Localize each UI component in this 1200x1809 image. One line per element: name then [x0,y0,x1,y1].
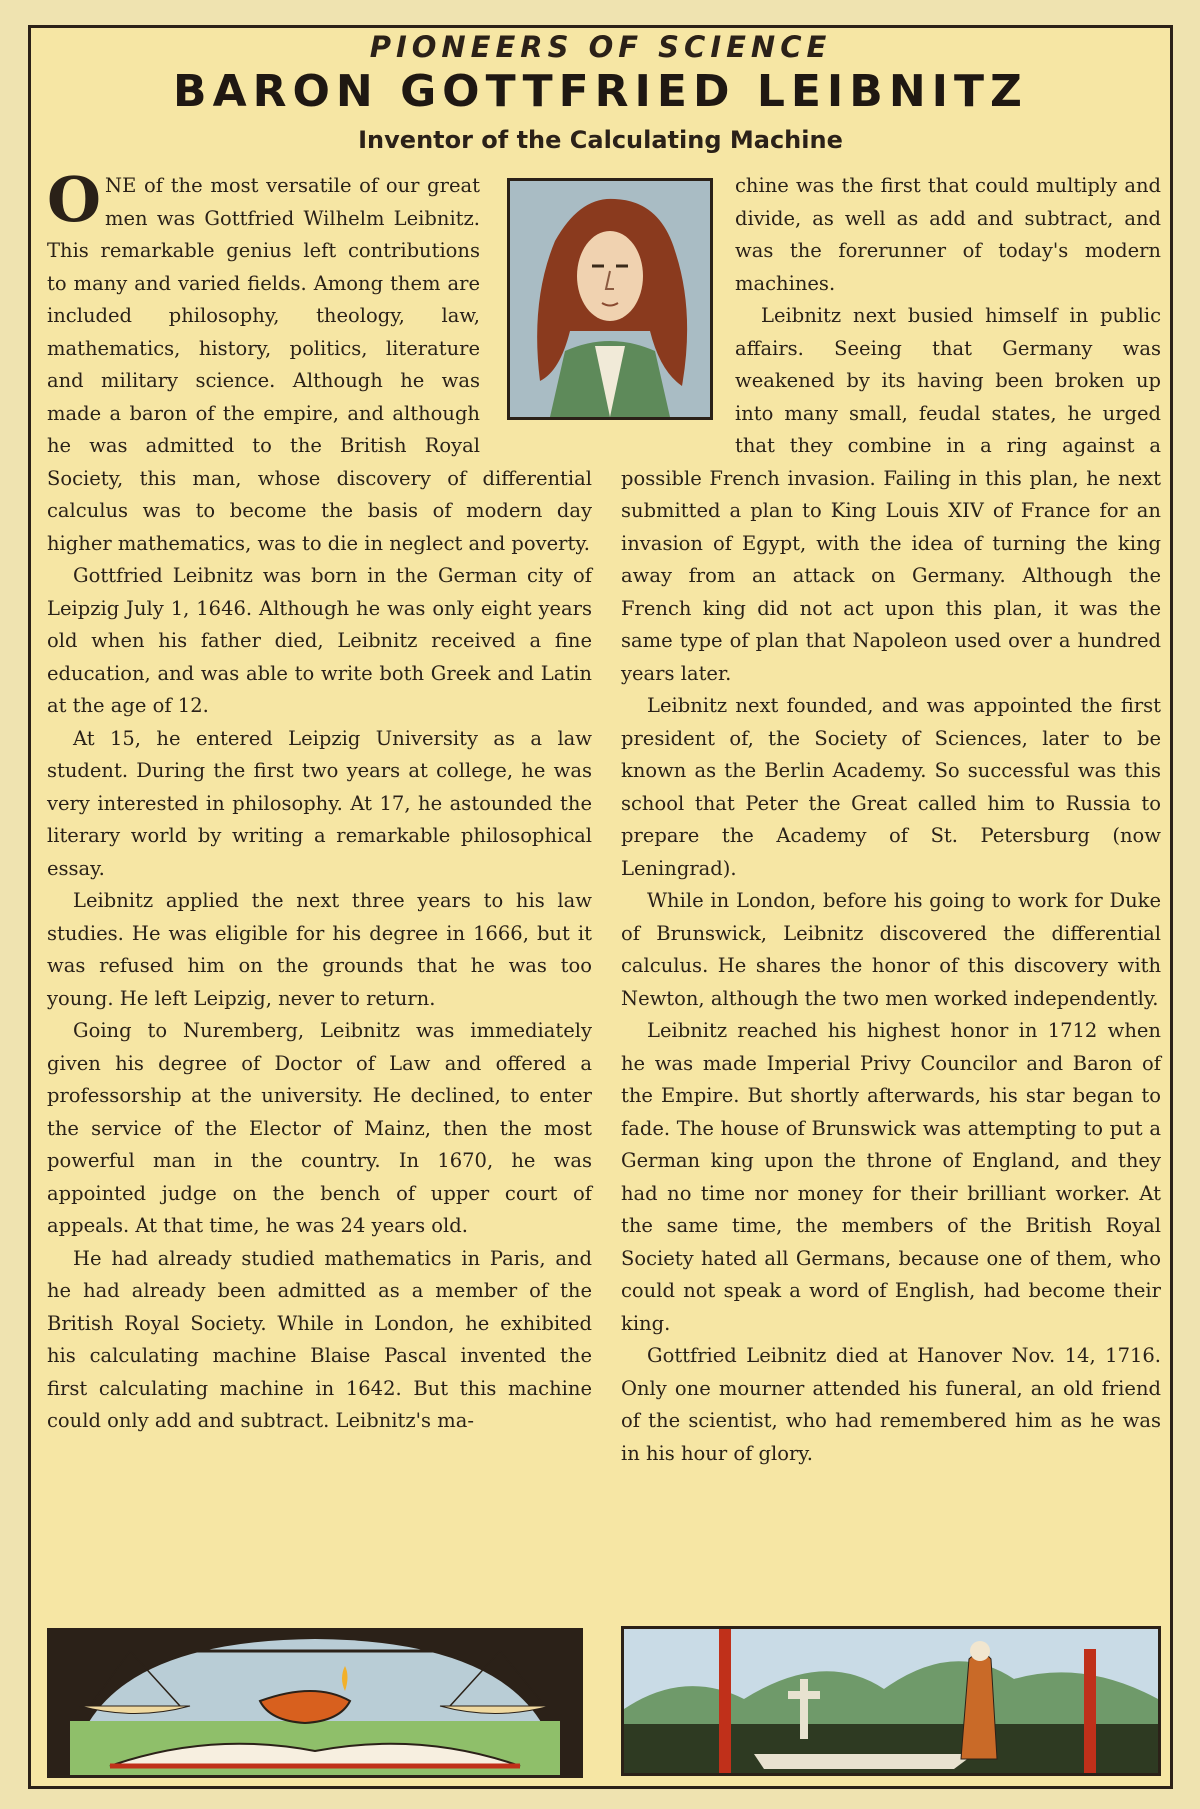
scales-lamp-book-illustration [47,1628,583,1778]
paragraph: He had already studied mathematics in Paris, and he had already been admitted as a member of the British Royal Society. While in London, he exhibited his calculating machine Blaise Pascal invented the first calculating machine in 1642. But this machine could only add and subtract. Leibnitz's ma- [47,1246,592,1432]
paragraph: Going to Nuremberg, Leibnitz was immediately given his degree of Doctor of Law and offered a professorship at the university. He declined, to enter the service of the Elector of Mainz, then the most powerful man in the country. In 1670, he was appointed judge on the bench of upper court of appeals. At that time, he was 24 years old. [47,1019,592,1237]
paragraph: Gottfried Leibnitz died at Hanover Nov. 14, 1716. Only one mourner attended his funeral, an old friend of the scientist, who had remembered him as he was in his hour of glory. [621,1344,1161,1465]
series-kicker: PIONEERS OF SCIENCE [369,30,832,64]
paragraph: Leibnitz applied the next three years to his law studies. He was eligible for his degree in 1666, but it was refused him on the grounds that he was too young. He left Leipzig, never to return. [47,889,592,1010]
paragraph: Leibnitz next founded, and was appointed the first president of, the Society of Sciences, later to be known as the Berlin Academy. So successful was this school that Peter the Great called him to Russia to prepare the Academy of St. Petersburg (now Leningrad). [621,694,1161,880]
comic-page [28,25,1173,1789]
paragraph: ONE of the most versatile of our great men was Gottfried Wilhelm Leibnitz. This remarkable genius left contributions to many and varied fields. Among them are included philosophy, theology, law, mathematics, history, politics, literature and military science. Although he was made a baron of the empire, and although he was admitted to the British Royal Society, this man, whose discovery of differential calculus was to become the basis of modern day higher mathematics, was to die in neglect and poverty. [47,163,592,555]
paragraph: Leibnitz next busied himself in public affairs. Seeing that Germany was weakened by its having been broken up into many small, feudal states, he urged that they combine in a ring against a possible French invasion. Failing in this plan, he next submitted a plan to King Louis XIV of France for an invasion of Egypt, with the idea of turning the king away from an attack on Germany. Although the French king did not act upon this plan, it was the same type of plan that Napoleon used over a hundred years later. [621,304,1161,685]
paragraph: At 15, he entered Leipzig University as a law student. During the first two years at college, he was very interested in philosophy. At 17, he astounded the literary world by writing a remarkable philosophical essay. [47,726,592,880]
paragraph: Gottfried Leibnitz was born in the German city of Leipzig July 1, 1646. Although he was only eight years old when his father died, Leibnitz received a fine education, and was able to write both Greek and Latin at the age of 12. [47,564,592,717]
page-subtitle: Inventor of the Calculating Machine [358,126,843,154]
paragraph: While in London, before his going to work for Duke of Brunswick, Leibnitz discovered the differential calculus. He shares the honor of this discovery with Newton, although the two men worked independently. [621,889,1161,1010]
drop-cap: O [47,163,102,236]
leibnitz-portrait [507,178,713,420]
grave-mourner-illustration [621,1626,1161,1776]
paragraph: Leibnitz reached his highest honor in 1712 when he was made Imperial Privy Councilor and Baron of the Empire. But shortly afterwards, his star began to fade. The house of Brunswick was attempting to put a German king upon the throne of England, and they had no time nor money for their brilliant worker. At the same time, the members of the British Royal Society hated all Germans, because one of them, who could not speak a word of English, had become their king. [621,1019,1161,1335]
paragraph: chine was the first that could multiply and divide, as well as add and subtract, and was the forerunner of today's modern machines. [735,174,1161,295]
page-title: BARON GOTTFRIED LEIBNITZ [173,66,1028,117]
